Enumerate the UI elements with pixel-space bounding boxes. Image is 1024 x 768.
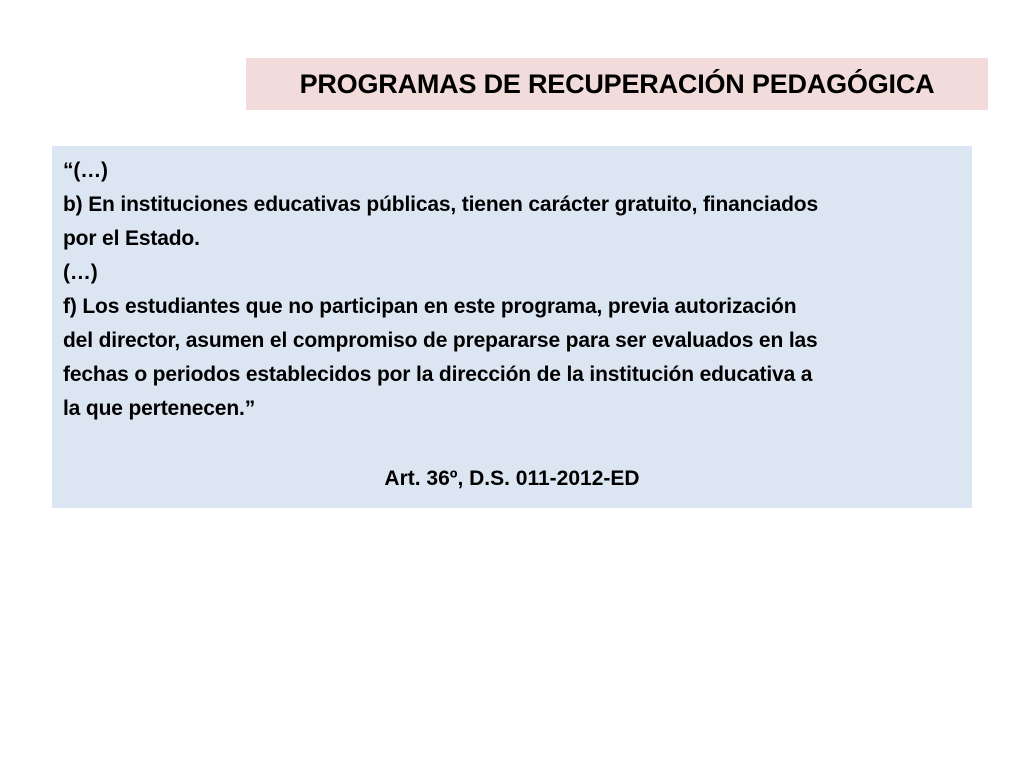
quote-line: fechas o periodos establecidos por la dirección de la institución educativa a (63, 363, 813, 386)
quote-line: “(…) (63, 159, 108, 182)
quote-line: b) En instituciones educativas públicas, tienen carácter gratuito, financiados (63, 193, 818, 216)
slide-title: PROGRAMAS DE RECUPERACIÓN PEDAGÓGICA (299, 68, 935, 99)
quote-line: f) Los estudiantes que no participan en este programa, previa autorización (63, 295, 797, 318)
quote-line: la que pertenecen.” (63, 397, 256, 420)
quote-line: (…) (63, 261, 98, 284)
title-box (246, 58, 988, 110)
quote-line: del director, asumen el compromiso de prepararse para ser evaluados en las (63, 329, 818, 352)
quote-line: por el Estado. (63, 227, 200, 250)
quote-box (52, 146, 972, 508)
citation: Art. 36º, D.S. 011-2012-ED (384, 467, 640, 490)
